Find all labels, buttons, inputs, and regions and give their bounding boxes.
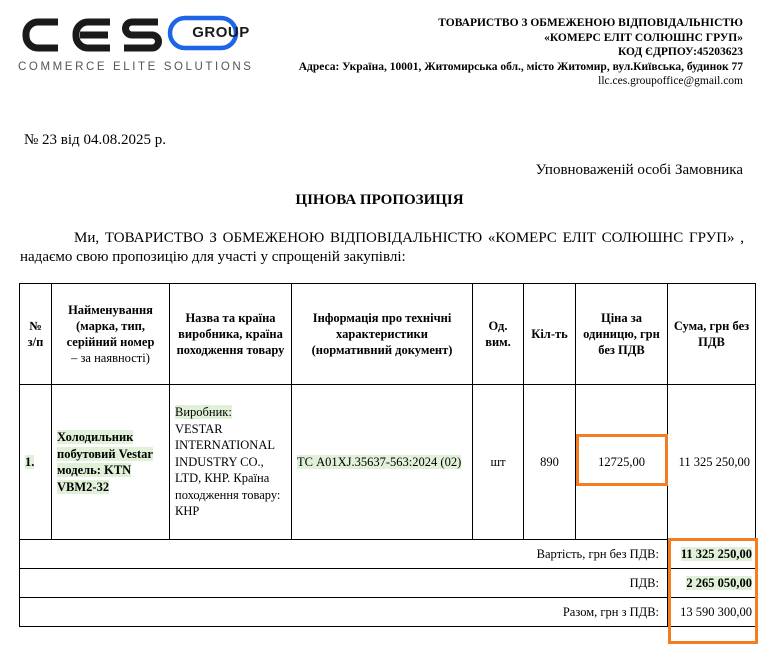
row-sum: 11 325 250,00 [668, 385, 756, 540]
table-header-row [20, 284, 756, 385]
row-name: Холодильник побутовий Vestar модель: KTN VBM2-32 [57, 430, 153, 494]
row-maker-cell [170, 385, 292, 540]
row-info: ТС A01XJ.35637-563:2024 (02) [297, 454, 462, 469]
header-unit: Од. вим. [473, 284, 524, 385]
header-maker: Назва та країна виробника, країна походження товару [170, 284, 292, 385]
totals-row-gross [20, 598, 756, 627]
company-address: Адреса: Україна, 10001, Житомирська обл., місто Житомир, вул.Київська, будинок 77 [298, 60, 743, 73]
header-num: № з/п [20, 284, 52, 385]
header-info: Інформація про технічні характеристики (нормативний документ) [292, 284, 473, 385]
total-gross-label: Разом, грн з ПДВ: [20, 598, 668, 627]
table-row [20, 385, 756, 540]
row-info-cell [292, 385, 473, 540]
logo-badge-text: GROUP [192, 24, 250, 41]
total-net-label: Вартість, грн без ПДВ: [20, 540, 668, 569]
price-table [19, 283, 756, 627]
row-maker-label: Виробник: [175, 405, 232, 420]
header-name-main: Найменування (марка, тип, серійний номер [66, 303, 155, 349]
logo-tagline: COMMERCE ELITE SOLUTIONS [18, 61, 254, 73]
row-unit: шт [473, 385, 524, 540]
row-maker: VESTAR INTERNATIONAL INDUSTRY CO., LTD, КНР. Країна походження товару: КНР [175, 421, 281, 519]
totals-row-net [20, 540, 756, 569]
header-name [52, 284, 170, 385]
row-num: 1. [25, 454, 35, 469]
header-name-note: – за наявності) [71, 351, 150, 365]
total-vat-label: ПДВ: [20, 569, 668, 598]
intro-paragraph: Ми, ТОВАРИСТВО З ОБМЕЖЕНОЮ ВІДПОВІДАЛЬНІСТЮ «КОМЕРС ЕЛІТ СОЛЮШНС ГРУП» , надаємо свою пропозицію для участі у спрощеній закупівлі: [20, 230, 744, 265]
total-net-cell [668, 540, 756, 569]
row-num-cell [20, 385, 52, 540]
row-price: 12725,00 [576, 385, 668, 540]
total-net-value: 11 325 250,00 [680, 546, 752, 561]
addressee: Уповноваженій особі Замовника [535, 162, 743, 178]
company-name-line2: «КОМЕРС ЕЛІТ СОЛЮШНС ГРУП» [544, 31, 743, 44]
header-qty: Кіл-ть [524, 284, 576, 385]
company-logo [18, 14, 254, 78]
header-sum: Сума, грн без ПДВ [668, 284, 756, 385]
document-title: ЦІНОВА ПРОПОЗИЦІЯ [295, 192, 464, 208]
document-number: № 23 від 04.08.2025 р. [24, 132, 166, 148]
company-name-line1: ТОВАРИСТВО З ОБМЕЖЕНОЮ ВІДПОВІДАЛЬНІСТЮ [438, 17, 743, 29]
header-price: Ціна за одиницю, грн без ПДВ [576, 284, 668, 385]
row-name-cell [52, 385, 170, 540]
total-vat-value: 2 265 050,00 [686, 575, 752, 590]
company-code: КОД ЄДРПОУ:45203623 [617, 46, 743, 58]
total-vat-cell [668, 569, 756, 598]
company-email: llc.ces.groupoffice@gmail.com [598, 75, 743, 87]
total-gross-value: 13 590 300,00 [668, 598, 756, 627]
row-qty: 890 [524, 385, 576, 540]
totals-row-vat [20, 569, 756, 598]
company-header [299, 16, 743, 89]
